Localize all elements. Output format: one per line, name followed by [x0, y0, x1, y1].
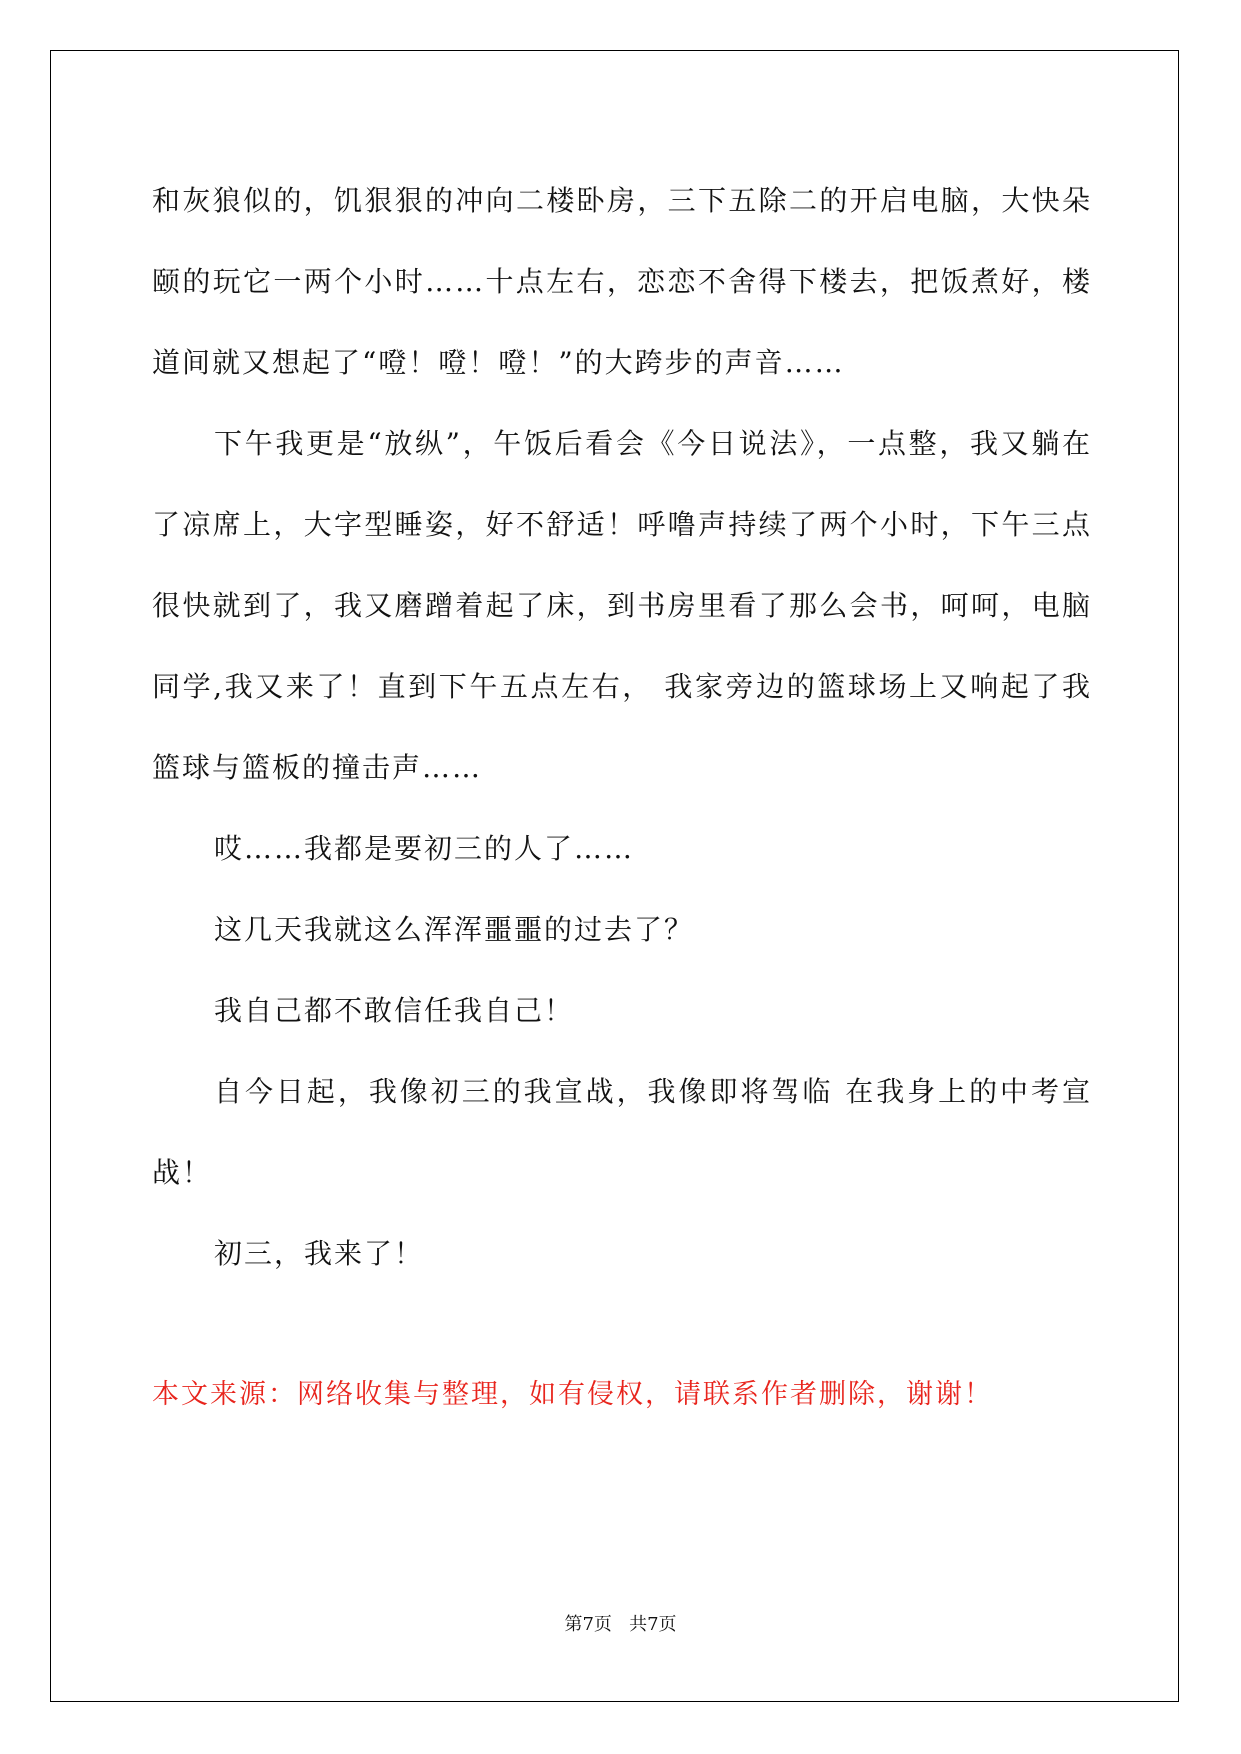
paragraph-1: 和灰狼似的，饥狠狠的冲向二楼卧房，三下五除二的开启电脑，大快朵颐的玩它一两个小时……十点左右，恋恋不舍得下楼去，把饭煮好，楼道间就又想起了“噔！噔！噔！”的大跨步的声音…… — [152, 184, 1092, 379]
footer-spacer — [612, 1614, 629, 1635]
paragraph-6: 自今日起，我像初三的我宣战，我像即将驾临 在我身上的中考宣战！ — [152, 1075, 1092, 1189]
page-footer — [0, 1613, 1241, 1637]
document-body — [152, 160, 1092, 1294]
paragraph-7: 初三，我来了！ — [214, 1237, 425, 1270]
source-note: 本文来源：网络收集与整理，如有侵权，请联系作者删除，谢谢！ — [152, 1379, 993, 1410]
page-number-current: 第7页 — [564, 1614, 612, 1635]
paragraph-3: 哎……我都是要初三的人了…… — [214, 832, 635, 865]
page-number-total: 共7页 — [629, 1614, 677, 1635]
paragraph-2: 下午我更是“放纵”，午饭后看会《今日说法》，一点整，我又躺在了凉席上，大字型睡姿，好不舒适！呼噜声持续了两个小时，下午三点很快就到了，我又磨蹭着起了床，到书房里看了那么会书，呵呵，电脑同学,我又来了！直到下午五点左右， 我家旁边的篮球场上又响起了我篮球与篮板的撞击声…… — [152, 427, 1092, 784]
paragraph-5: 我自己都不敢信任我自己！ — [214, 994, 575, 1027]
paragraph-4: 这几天我就这么浑浑噩噩的过去了？ — [214, 913, 695, 946]
